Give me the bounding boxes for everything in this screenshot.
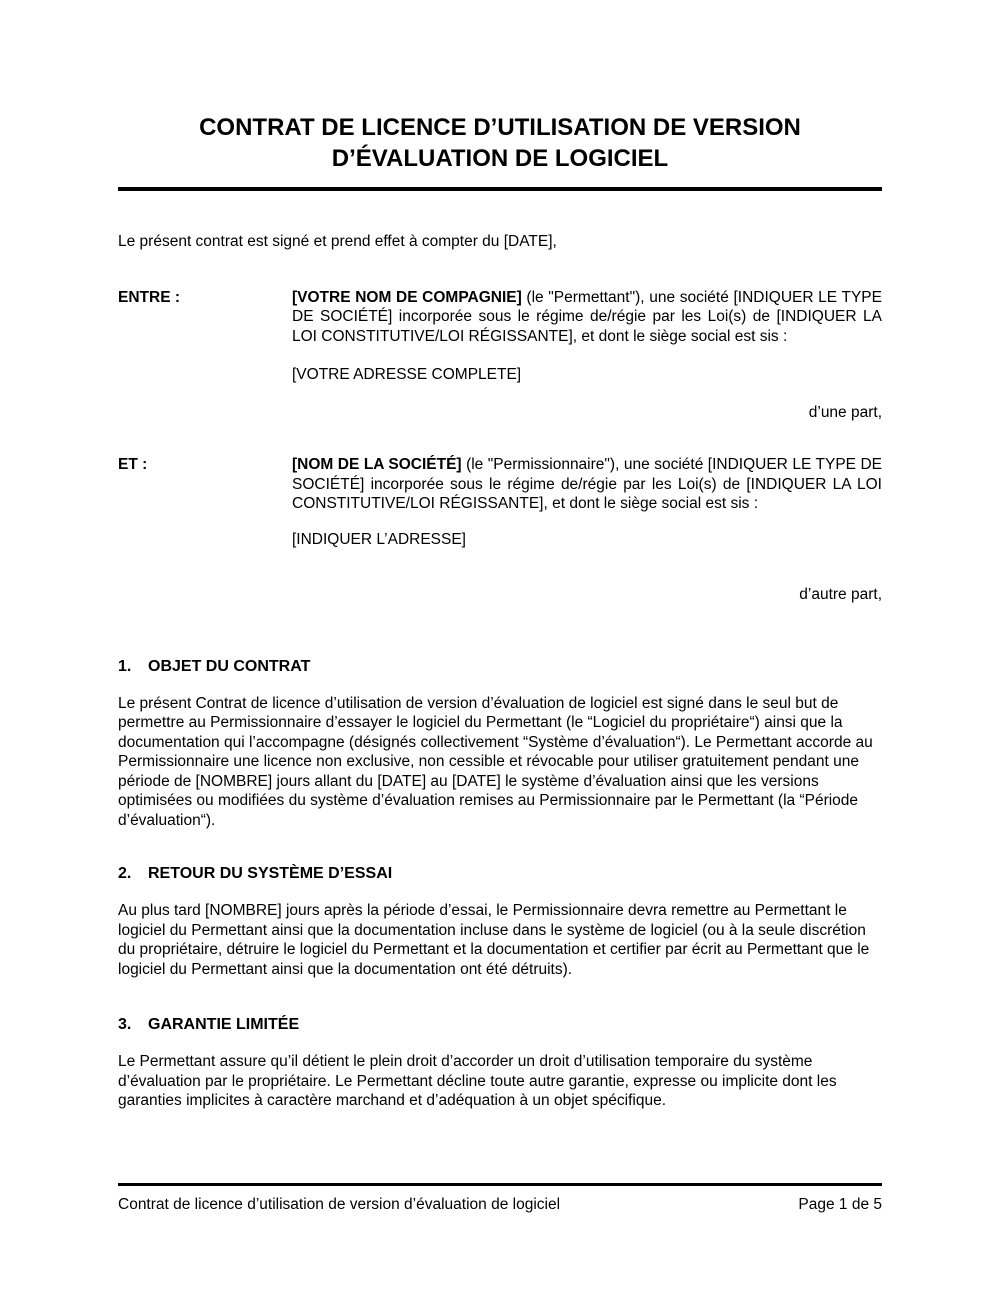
party-body-entre [292, 288, 882, 385]
part-note-une-part: d’une part, [808, 403, 882, 421]
party-label-et: ET : [118, 456, 148, 473]
intro-paragraph: Le présent contrat est signé et prend effet à compter du [DATE], [118, 233, 557, 250]
title-divider-rule [118, 187, 882, 191]
section-title-2: RETOUR DU SYSTÈME D’ESSAI [148, 865, 393, 882]
section-heading-3 [118, 1015, 882, 1035]
document-title-line2: D’ÉVALUATION DE LOGICIEL [331, 145, 669, 172]
party-name-placeholder-et: [NOM DE LA SOCIÉTÉ] [292, 456, 462, 473]
section-garantie-limitee [118, 1015, 882, 1111]
party-description-text-et: (le "Permissionnaire"), une société [INDIQUER LE TYPE DE SOCIÉTÉ] incorporée sous le régime de/régie par les Loi(s) de [INDIQUER LA LOI CONSTITUTIVE/LOI RÉGISSANTE], et dont le siège social est sis : [292, 456, 883, 512]
footer-page-number: Page 1 de 5 [798, 1196, 882, 1213]
party-description-text-entre: (le "Permettant"), une société [INDIQUER LE TYPE DE SOCIÉTÉ] incorporée sous le régime de/régie par les Loi(s) de [INDIQUER LA LOI CONSTITUTIVE/LOI RÉGISSANTE], et dont le siège social est sis : [292, 288, 882, 345]
part-note-autre-part: d’autre part, [799, 586, 882, 603]
party-body-et [292, 455, 882, 549]
document-title [118, 0, 882, 174]
party-name-placeholder-entre: [VOTRE NOM DE COMPAGNIE] [292, 288, 522, 306]
section-objet-du-contrat [118, 657, 882, 831]
section-number-3: 3. [118, 1016, 132, 1033]
section-heading-1 [118, 657, 882, 677]
section-number-1: 1. [118, 657, 132, 675]
section-body-1: Le présent Contrat de licence d’utilisation de version d’évaluation de logiciel est signé dans le seul but de permettre au Permissionnaire d’essayer le logiciel du Permettant (le “Logiciel du propriétaire“) ainsi que la documentation qui l’accompagne (désignés collectivement “Système d’évaluation“). Le Permettant accorde au Permissionnaire une licence non exclusive, non cessible et révocable pour utiliser gratuitement pendant une période de [NOMBRE] jours allant du [DATE] au [DATE] le système d’évaluation ainsi que les versions optimisées ou modifiées du système d’évaluation remises au Permissionnaire par le Permettant (la “Période d’évaluation“). [118, 694, 873, 829]
party-address-et: [INDIQUER L’ADRESSE] [292, 530, 466, 548]
party-description-et [292, 455, 882, 514]
section-heading-2 [118, 864, 882, 884]
footer-document-title: Contrat de licence d’utilisation de version d’évaluation de logiciel [118, 1196, 561, 1213]
section-title-1: OBJET DU CONTRAT [148, 657, 311, 675]
section-retour-du-systeme [118, 864, 882, 979]
section-body-3: Le Permettant assure qu’il détient le plein droit d’accorder un droit d’utilisation temporaire du système d’évaluation par le propriétaire. Le Permettant décline toute autre garantie, expresse ou implicite dont les garanties implicites à caractère marchand et d’adéquation à un objet spécifique. [118, 1053, 837, 1109]
party-description-entre [292, 288, 882, 347]
section-body-2: Au plus tard [NOMBRE] jours après la période d’essai, le Permissionnaire devra remettre au Permettant le logiciel du Permettant ainsi que la documentation incluse dans le système de logiciel (ou à la seule discrétion du propriétaire, détruire le logiciel du Permettant et la documentation et certifier par écrit au Permettant que le logiciel du Permettant ainsi que la documentation ont été détruits). [118, 902, 870, 978]
page-footer [118, 1183, 882, 1215]
party-address-entre: [VOTRE ADRESSE COMPLETE] [292, 366, 522, 383]
party-block-entre [118, 288, 882, 385]
party-label-entre: ENTRE : [118, 288, 180, 306]
party-block-et [118, 455, 882, 549]
section-number-2: 2. [118, 865, 132, 882]
document-title-line1: CONTRAT DE LICENCE D’UTILISATION DE VERSION [199, 114, 801, 141]
section-title-3: GARANTIE LIMITÉE [148, 1016, 300, 1033]
